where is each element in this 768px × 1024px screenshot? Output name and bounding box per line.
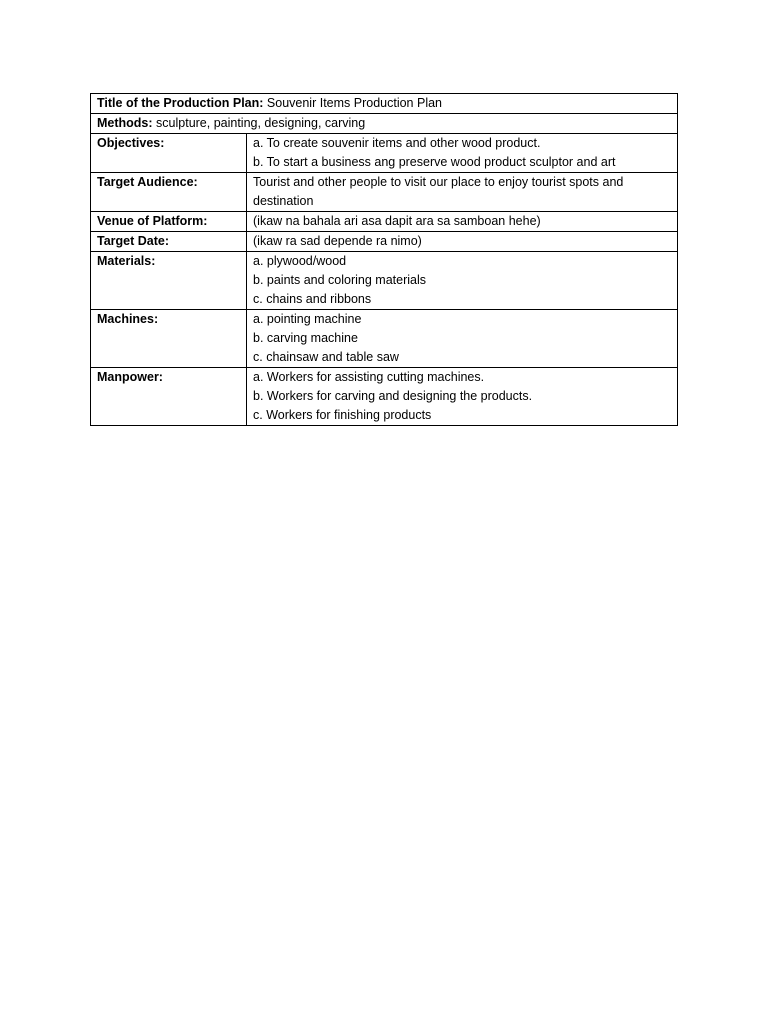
manpower-row	[91, 368, 678, 426]
machine-item: c. chainsaw and table saw	[253, 350, 399, 364]
machines-row	[91, 310, 678, 368]
machines-value	[247, 310, 678, 368]
manpower-item: c. Workers for finishing products	[253, 408, 432, 422]
material-item: b. paints and coloring materials	[253, 273, 427, 287]
objective-item: b. To start a business ang preserve wood product sculptor and art	[253, 155, 616, 169]
title-cell	[91, 94, 678, 114]
objectives-row	[91, 134, 678, 173]
machine-item: a. pointing machine	[253, 312, 362, 326]
manpower-label: Manpower:	[91, 368, 247, 426]
methods-label: Methods:	[97, 116, 153, 130]
objectives-label: Objectives:	[91, 134, 247, 173]
materials-value	[247, 252, 678, 310]
venue-label: Venue of Platform:	[91, 212, 247, 232]
machines-label: Machines:	[91, 310, 247, 368]
materials-label: Materials:	[91, 252, 247, 310]
title-value: Souvenir Items Production Plan	[263, 96, 443, 110]
objective-item: a. To create souvenir items and other wood product.	[253, 136, 541, 150]
target-audience-label: Target Audience:	[91, 173, 247, 212]
target-audience-row	[91, 173, 678, 212]
title-label: Title of the Production Plan:	[97, 96, 264, 110]
methods-cell	[91, 114, 678, 134]
venue-value: (ikaw na bahala ari asa dapit ara sa samboan hehe)	[247, 212, 678, 232]
objectives-value	[247, 134, 678, 173]
production-plan-table	[90, 93, 678, 426]
manpower-item: b. Workers for carving and designing the products.	[253, 389, 533, 403]
machine-item: b. carving machine	[253, 331, 358, 345]
target-date-row	[91, 232, 678, 252]
target-audience-value	[247, 173, 678, 212]
manpower-value	[247, 368, 678, 426]
material-item: a. plywood/wood	[253, 254, 347, 268]
materials-row	[91, 252, 678, 310]
venue-row	[91, 212, 678, 232]
target-audience-text: Tourist and other people to visit our place to enjoy tourist spots and destination	[253, 175, 624, 208]
target-date-label: Target Date:	[91, 232, 247, 252]
title-row	[91, 94, 678, 114]
methods-value: sculpture, painting, designing, carving	[152, 116, 366, 130]
material-item: c. chains and ribbons	[253, 292, 372, 306]
manpower-item: a. Workers for assisting cutting machines.	[253, 370, 485, 384]
methods-row	[91, 114, 678, 134]
target-date-value: (ikaw ra sad depende ra nimo)	[247, 232, 678, 252]
